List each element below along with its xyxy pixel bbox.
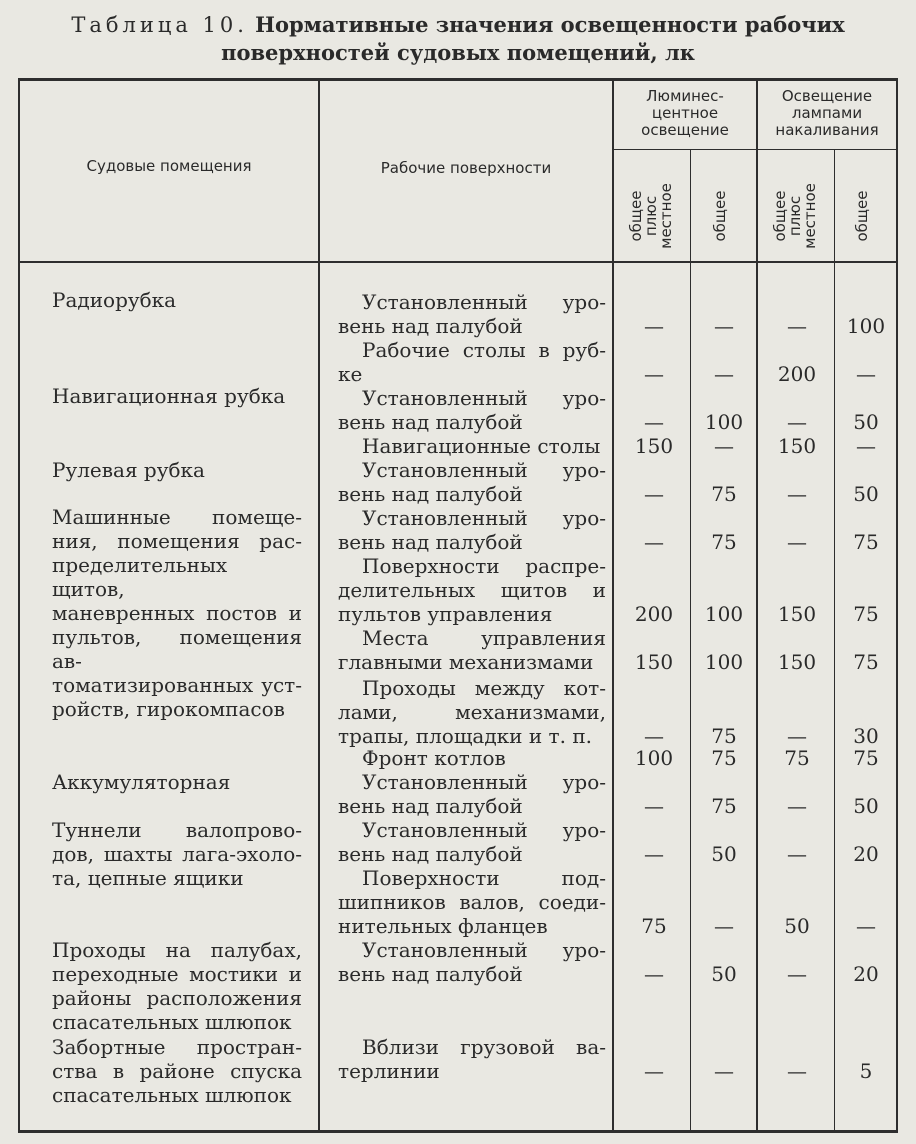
room-name-line: Аккумуляторная [52, 770, 231, 794]
group-underline-2 [758, 149, 896, 150]
value-cell: 50 [711, 842, 737, 866]
room-name [52, 818, 302, 890]
surface-line: Установленный уро- [362, 458, 606, 482]
surface-line: шипников валов, соеди- [338, 890, 606, 914]
surface-line: главными механизмами [338, 650, 594, 674]
right-border [896, 78, 898, 1133]
room-name [52, 288, 302, 312]
surface-cell [338, 290, 606, 338]
value-cell: — [714, 1059, 734, 1083]
surface-cell [338, 866, 606, 938]
value-cell: — [644, 962, 664, 986]
surface-cell [338, 458, 606, 506]
col-divider-2 [612, 78, 614, 1133]
value-cell: — [644, 842, 664, 866]
surface-cell [338, 554, 606, 626]
room-name-line: спасательных шлюпок [52, 1083, 292, 1107]
value-cell: — [644, 314, 664, 338]
room-name-line: переходные мостики и [52, 962, 302, 986]
value-cell: 75 [784, 746, 810, 770]
surface-line: нительных фланцев [338, 914, 548, 938]
room-name-line: Туннели валопрово- [52, 818, 302, 842]
value-cell: 75 [711, 530, 737, 554]
header-fl-general: общее [711, 190, 729, 242]
surface-line: вень над палубой [338, 314, 523, 338]
surface-cell [338, 626, 606, 674]
surface-line: вень над палубой [338, 530, 523, 554]
header-fl-general-plus-local: общее плюс местное [627, 183, 675, 249]
value-cell: 75 [711, 794, 737, 818]
surface-line: Рабочие столы в руб- [362, 338, 606, 362]
room-name-line: Машинные помеще- [52, 505, 302, 529]
room-name-line: пультов, помещения ав- [52, 625, 302, 673]
header-incandescent: Освещение лампами накаливания [775, 87, 879, 139]
room-name-line: Навигационная рубка [52, 384, 286, 408]
value-cell: 75 [711, 724, 737, 748]
table-top-rule [18, 78, 898, 81]
value-cell: — [856, 434, 876, 458]
value-cell: 200 [634, 602, 674, 626]
room-name [52, 938, 302, 1034]
value-cell: 75 [853, 746, 879, 770]
value-cell: — [787, 410, 807, 434]
surface-line: делительных щитов и [338, 578, 606, 602]
surface-line: лами, механизмами, [338, 700, 606, 724]
value-cell: 150 [777, 434, 817, 458]
room-name-line: ства в районе спуска [52, 1059, 302, 1083]
surface-cell [338, 746, 606, 770]
surface-cell [338, 434, 606, 458]
value-cell: 50 [853, 482, 879, 506]
value-cell: — [644, 410, 664, 434]
surface-line: вень над палубой [338, 410, 523, 434]
room-name [52, 458, 302, 482]
header-inc-general-plus-local: общее плюс местное [771, 183, 819, 249]
table-bottom-rule [18, 1130, 898, 1133]
room-name-line: ройств, гирокомпасов [52, 697, 285, 721]
table-title-line1: Нормативные значения освещенности рабочих [255, 12, 845, 37]
surface-line: Навигационные столы [362, 434, 601, 458]
group-underline-1 [614, 149, 756, 150]
surface-line: Установленный уро- [362, 938, 606, 962]
surface-line: вень над палубой [338, 482, 523, 506]
surface-line: вень над палубой [338, 794, 523, 818]
surface-line: вень над палубой [338, 842, 523, 866]
surface-line: Установленный уро- [362, 818, 606, 842]
room-name-line: пределительных щитов, [52, 553, 228, 601]
surface-line: ке [338, 362, 363, 386]
value-cell: 75 [853, 530, 879, 554]
header-bottom-rule [18, 261, 898, 263]
surface-line: терлинии [338, 1059, 440, 1083]
value-cell: 75 [641, 914, 667, 938]
room-name-line: Радиорубка [52, 288, 177, 312]
value-cell: — [714, 314, 734, 338]
table-title [0, 12, 916, 37]
value-cell: — [787, 1059, 807, 1083]
surface-line: Установленный уро- [362, 386, 606, 410]
surface-line: Фронт котлов [362, 746, 506, 770]
value-cell: — [714, 362, 734, 386]
room-name-line: дов, шахты лага-эхоло- [52, 842, 302, 866]
table-title-line2: поверхностей судовых помещений, лк [221, 40, 695, 65]
value-cell: — [787, 794, 807, 818]
value-cell: 75 [853, 602, 879, 626]
room-name [52, 1035, 302, 1107]
value-cell: 150 [777, 602, 817, 626]
surface-cell [338, 938, 606, 986]
header-rooms: Судовые помещения [86, 157, 252, 175]
value-cell: 150 [777, 650, 817, 674]
header-fluorescent: Люминес- центное освещение [641, 87, 729, 139]
col-divider-4 [756, 78, 758, 1133]
room-name-line: та, цепные ящики [52, 866, 244, 890]
value-cell: 50 [784, 914, 810, 938]
value-cell: 50 [853, 794, 879, 818]
surface-cell [338, 338, 606, 386]
room-name [52, 384, 302, 408]
surface-line: Поверхности распре- [362, 554, 606, 578]
value-cell: 75 [853, 650, 879, 674]
col-divider-3 [690, 150, 691, 1133]
value-cell: — [714, 914, 734, 938]
surface-line: Проходы между кот- [362, 676, 606, 700]
value-cell: 20 [853, 962, 879, 986]
room-name-line: Проходы на палубах, [52, 938, 302, 962]
room-name-line: ния, помещения рас- [52, 529, 302, 553]
value-cell: 75 [711, 482, 737, 506]
value-cell: — [644, 794, 664, 818]
value-cell: — [644, 530, 664, 554]
surface-cell [338, 506, 606, 554]
surface-cell [338, 770, 606, 818]
value-cell: 20 [853, 842, 879, 866]
value-cell: 150 [634, 434, 674, 458]
value-cell: 100 [634, 746, 674, 770]
value-cell: — [644, 482, 664, 506]
value-cell: 100 [704, 410, 744, 434]
value-cell: — [787, 482, 807, 506]
surface-line: Установленный уро- [362, 506, 606, 530]
room-name [52, 770, 302, 794]
header-surfaces: Рабочие поверхности [380, 159, 552, 177]
value-cell: — [787, 724, 807, 748]
surface-line: пультов управления [338, 602, 553, 626]
surface-line: вень над палубой [338, 962, 523, 986]
surface-line: Вблизи грузовой ва- [362, 1035, 606, 1059]
room-name-line: Забортные простран- [52, 1035, 302, 1059]
surface-line: трапы, площадки и т. п. [338, 724, 593, 748]
left-border [18, 78, 20, 1133]
room-name-line: маневренных постов и [52, 601, 302, 625]
value-cell: 75 [711, 746, 737, 770]
value-cell: 100 [846, 314, 886, 338]
value-cell: — [856, 362, 876, 386]
value-cell: 100 [704, 602, 744, 626]
surface-line: Поверхности под- [362, 866, 606, 890]
value-cell: 30 [853, 724, 879, 748]
room-name [52, 505, 302, 721]
value-cell: 100 [704, 650, 744, 674]
surface-cell [338, 386, 606, 434]
room-name-line: томатизированных уст- [52, 673, 302, 697]
value-cell: — [787, 314, 807, 338]
value-cell: — [787, 962, 807, 986]
surface-line: Установленный уро- [362, 290, 606, 314]
value-cell: — [856, 914, 876, 938]
surface-cell [338, 818, 606, 866]
value-cell: 5 [859, 1059, 873, 1083]
room-name-line: районы расположения [52, 986, 302, 1010]
value-cell: — [644, 724, 664, 748]
value-cell: — [787, 842, 807, 866]
surface-cell [338, 676, 606, 748]
col-divider-1 [318, 78, 320, 1133]
header-inc-general: общее [853, 190, 871, 242]
value-cell: 50 [853, 410, 879, 434]
value-cell: 50 [711, 962, 737, 986]
col-divider-5 [834, 150, 835, 1133]
value-cell: — [644, 1059, 664, 1083]
value-cell: 200 [777, 362, 817, 386]
room-name-line: спасательных шлюпок [52, 1010, 292, 1034]
surface-line: Места управления [362, 626, 606, 650]
surface-line: Установленный уро- [362, 770, 606, 794]
surface-cell [338, 1035, 606, 1083]
value-cell: 150 [634, 650, 674, 674]
table-label: Таблица 10. [71, 13, 248, 37]
value-cell: — [714, 434, 734, 458]
room-name-line: Рулевая рубка [52, 458, 205, 482]
value-cell: — [787, 530, 807, 554]
value-cell: — [644, 362, 664, 386]
